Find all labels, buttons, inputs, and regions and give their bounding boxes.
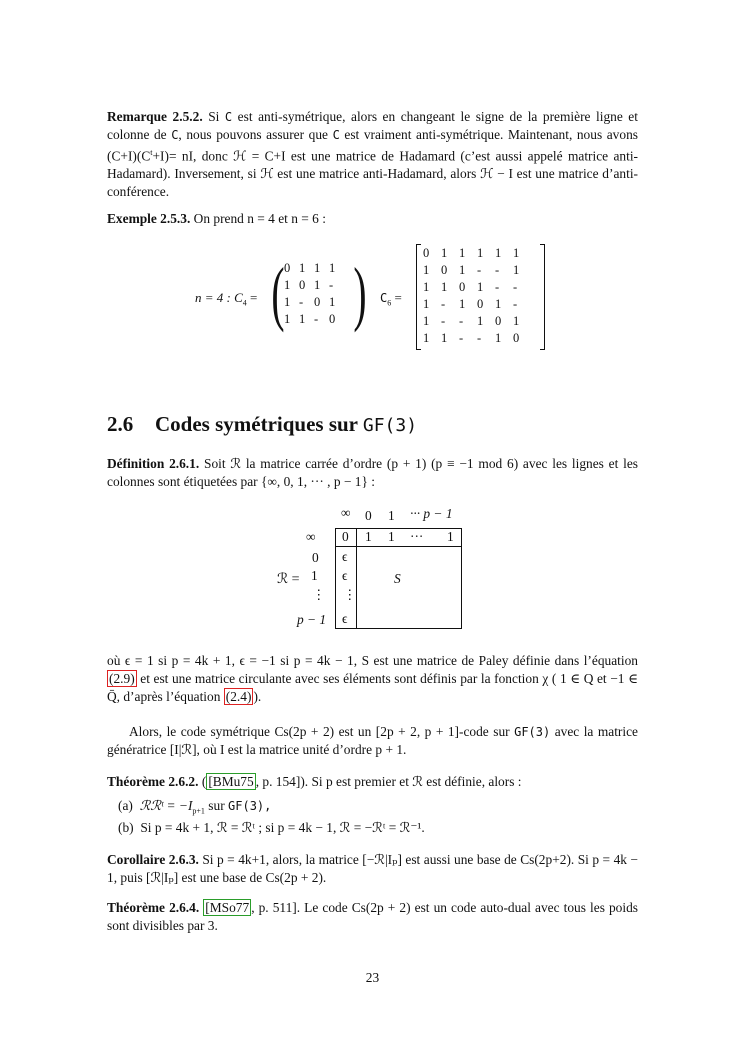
matrix-row [423, 279, 531, 296]
symmetric-code-paragraph [107, 723, 638, 759]
matrix-cell: - [477, 331, 482, 345]
matrix-cell: - [513, 297, 518, 311]
r-label: ℛ = [277, 572, 300, 587]
para-text-1: Alors, le code symétrique Cs(2p + 2) est un [2p + 2, p + 1]-code sur [129, 724, 510, 739]
r-col-header-inf: ∞ [341, 505, 351, 520]
r-row-header-1: 1 [311, 568, 318, 583]
r-row-header-0: 0 [312, 550, 319, 565]
example-paragraph [107, 210, 638, 228]
matrix-cell: - [299, 295, 304, 309]
definition-explanation [107, 652, 638, 706]
r-first-row-4: 1 [447, 529, 454, 544]
eq-ref-2-9[interactable]: (2.9) [109, 671, 135, 686]
matrix-cell: 1 [329, 261, 336, 275]
matrix-cell: 0 [495, 314, 502, 328]
matrix-cell: - [495, 263, 500, 277]
theorem-2-6-4 [107, 899, 638, 935]
matrix-row [284, 294, 344, 311]
theorem2-text: , p. 511]. Le code Cs(2p + 2) est un code auto-dual avec tous les poids sont divisibles par 3. [107, 900, 638, 933]
matrix-cell: - [495, 280, 500, 294]
matrix-cell: 1 [513, 246, 520, 260]
section-gf: GF(3) [362, 415, 418, 436]
r-col-header-0: 0 [365, 508, 372, 523]
theorem-2-6-2: Théorème 2.6.2. ( [BMu75 , p. 154]). Si p est premier et ℛ est définie, alors : [107, 774, 522, 789]
matrix-cell: 1 [284, 278, 291, 292]
page-number: 23 [365, 970, 380, 985]
remark-c-2: C [171, 128, 179, 142]
cite-mso77[interactable]: [MSo77 [205, 900, 250, 915]
c4-left-paren: ( [271, 253, 285, 333]
c6-label: $C_6$ = [380, 290, 402, 308]
remark-text-1: Si [208, 109, 220, 124]
matrix-row [284, 311, 344, 328]
r-s-label: S [394, 571, 401, 586]
matrix-cell: 1 [284, 312, 291, 326]
corollary-lead: Corollaire 2.6.3. [107, 852, 199, 867]
matrix-cell: 1 [423, 314, 430, 328]
remark-paragraph: Remarque 2.5.2. Si C est anti-symétrique, alors en changeant le signe de la première ligne et colonne de C, nous pouvons assurer que C est vraiment anti-symétrique. Maintenant, nous avons $(C+I)(C^t+I)=$ nI, donc ℋ = C+I est une matrice de Hadamard (c’est aussi appelé matrice anti-Hadamard). Inversement, si ℋ est une matrice anti-Hadamard, alors ℋ − I est une matrice d’anti-conférence. [107, 109, 638, 200]
r-row-header-dots: ⋮ [312, 587, 326, 602]
matrix-cell: 0 [441, 263, 448, 277]
matrix-cell: 1 [477, 246, 484, 260]
matrix-cell: 1 [299, 312, 306, 326]
remark-text-3: , nous pouvons assurer que [178, 127, 328, 142]
matrix-cell: 1 [477, 280, 484, 294]
matrix-cell: 1 [441, 246, 448, 260]
corollary-2-6-3 [107, 851, 638, 887]
r-first-col-2: ⋮ [343, 587, 357, 602]
matrix-cell: 0 [513, 331, 520, 345]
matrix-cell: - [314, 312, 319, 326]
theorem1-text: , p. 154]). Si p est premier et ℛ est définie, alors : [255, 774, 522, 789]
corollary-text: Si p = 4k+1, alors, la matrice [−ℛ|Iₚ] est aussi une base de Cs(2p+2). Si p = 4k − 1, puis [ℛ|Iₚ] est une base de Cs(2p + 2). [107, 852, 638, 885]
matrix-cell: 0 [314, 295, 321, 309]
r-row-header-inf: ∞ [306, 529, 316, 544]
r-first-col-1: ϵ [342, 568, 348, 583]
matrix-cell: - [441, 314, 446, 328]
matrix-cell: 1 [495, 331, 502, 345]
matrix-cell: 0 [284, 261, 291, 275]
cite-bmu75[interactable]: [BMu75 [208, 774, 254, 789]
matrix-cell: - [329, 278, 334, 292]
theorem2-lead: Théorème 2.6.4. [107, 900, 200, 915]
matrix-cell: 1 [459, 297, 466, 311]
matrix-cell: 0 [329, 312, 336, 326]
matrix-cell: 0 [459, 280, 466, 294]
matrix-cell: 1 [513, 314, 520, 328]
r-first-row-0: 0 [342, 529, 349, 544]
after-def-text-2: et est une matrice circulante avec ses éléments sont définis par la fonction χ ( 1 ∈ Q et −1 ∈ Q̄, d’après l’équation [107, 671, 638, 704]
section-number: 2.6 [107, 412, 134, 436]
matrix-cell: 1 [314, 261, 321, 275]
remark-lead: Remarque 2.5.2. [107, 109, 203, 124]
definition-lead: Définition 2.6.1. [107, 456, 200, 471]
matrix-cell: 1 [441, 280, 448, 294]
matrix-cell: 1 [423, 297, 430, 311]
example-text: On prend n = 4 et n = 6 : [193, 211, 326, 226]
eq-ref-2-4[interactable]: (2.4) [225, 689, 252, 704]
r-first-row-3: ··· [410, 529, 424, 544]
matrix-cell: 0 [299, 278, 306, 292]
section-title: Codes symétriques sur [155, 412, 358, 436]
matrix-cell: 1 [423, 280, 430, 294]
matrix-cell: 1 [299, 261, 306, 275]
matrix-row [284, 277, 344, 294]
r-first-col-0: ϵ [342, 549, 348, 564]
example-lead: Exemple 2.5.3. [107, 211, 191, 226]
after-def-text-3: ). [253, 689, 262, 704]
matrix-cell: 1 [314, 278, 321, 292]
r-first-col-3: ϵ [342, 611, 348, 626]
c4-label: n = 4 : $C_4$ = [195, 290, 258, 308]
matrix-cell: - [459, 314, 464, 328]
theorem1-lead: Théorème 2.6.2. [107, 774, 199, 789]
matrix-cell: 1 [423, 263, 430, 277]
remark-text-2: est anti-symétrique, alors en changeant le signe de la première ligne et colonne de [107, 109, 638, 142]
r-col-header-pm1: ··· p − 1 [410, 506, 453, 521]
r-matrix-diagram [270, 505, 470, 635]
matrix-row [284, 260, 344, 277]
matrix-cell: 0 [423, 246, 430, 260]
r-col-header-1: 1 [388, 508, 395, 523]
c4-matrix [284, 260, 344, 328]
c6-matrix [423, 245, 531, 347]
matrix-cell: - [477, 263, 482, 277]
matrix-row [423, 296, 531, 313]
matrix-cell: 1 [459, 263, 466, 277]
para-text-2: avec la matrice génératrice [I|ℛ], où I est la matrice unité d’ordre p + 1. [107, 724, 638, 757]
matrix-row [423, 330, 531, 347]
c6-left-bracket [416, 244, 421, 350]
remark-text-4: est vraiment anti-symétrique. Maintenant, nous avons (C+I)(C [107, 127, 638, 164]
matrix-cell: 1 [329, 295, 336, 309]
theorem1-item-b: (b) Si p = 4k + 1, ℛ = ℛᵗ ; si p = 4k − 1, ℛ = −ℛᵗ = ℛ⁻¹. [118, 820, 425, 835]
definition-text: Soit ℛ la matrice carrée d’ordre (p + 1) (p ≡ −1 mod 6) avec les lignes et les colonnes sont étiquetées par {∞, 0, 1, ··· , p − 1} : [107, 456, 638, 489]
para-gf: GF(3) [514, 725, 551, 739]
matrix-row [423, 245, 531, 262]
matrix-row [423, 313, 531, 330]
matrix-row [423, 262, 531, 279]
c4-right-paren: ) [353, 253, 367, 333]
r-first-row-2: 1 [388, 529, 395, 544]
matrix-cell: 1 [477, 314, 484, 328]
matrix-cell: 1 [495, 246, 502, 260]
matrix-cell: 1 [459, 246, 466, 260]
matrix-cell: 1 [495, 297, 502, 311]
matrix-cell: 1 [423, 331, 430, 345]
c6-right-bracket [540, 244, 545, 350]
matrix-cell: 0 [477, 297, 484, 311]
matrix-cell: 1 [513, 263, 520, 277]
matrix-cell: - [513, 280, 518, 294]
definition-paragraph [107, 455, 638, 491]
matrix-cell: - [441, 297, 446, 311]
section-heading [107, 412, 417, 437]
theorem1-item-a: (a) ℛℛᵗ = $-I_{p+1}$ sur GF(3), [118, 798, 272, 816]
after-def-text-1: où ϵ = 1 si p = 4k + 1, ϵ = −1 si p = 4k − 1, S est une matrice de Paley définie dans l’équation [107, 653, 638, 668]
remark-c-1: C [224, 110, 233, 124]
r-box-vline [356, 528, 357, 629]
r-box-hline [335, 546, 462, 547]
remark-c-3: C [332, 128, 340, 142]
matrix-cell: - [459, 331, 464, 345]
r-first-row-1: 1 [365, 529, 372, 544]
remark-text-5: +I)= nI, donc ℋ = C+I est une matrice de Hadamard (c’est aussi appelé matrice anti-Hadamard). Inversement, si ℋ est une matrice anti-Hadamard, alors ℋ − I est une matrice d’anti-conférence. [107, 148, 638, 200]
matrix-cell: 1 [441, 331, 448, 345]
matrix-cell: 1 [284, 295, 291, 309]
r-row-header-pm1: p − 1 [297, 612, 327, 627]
